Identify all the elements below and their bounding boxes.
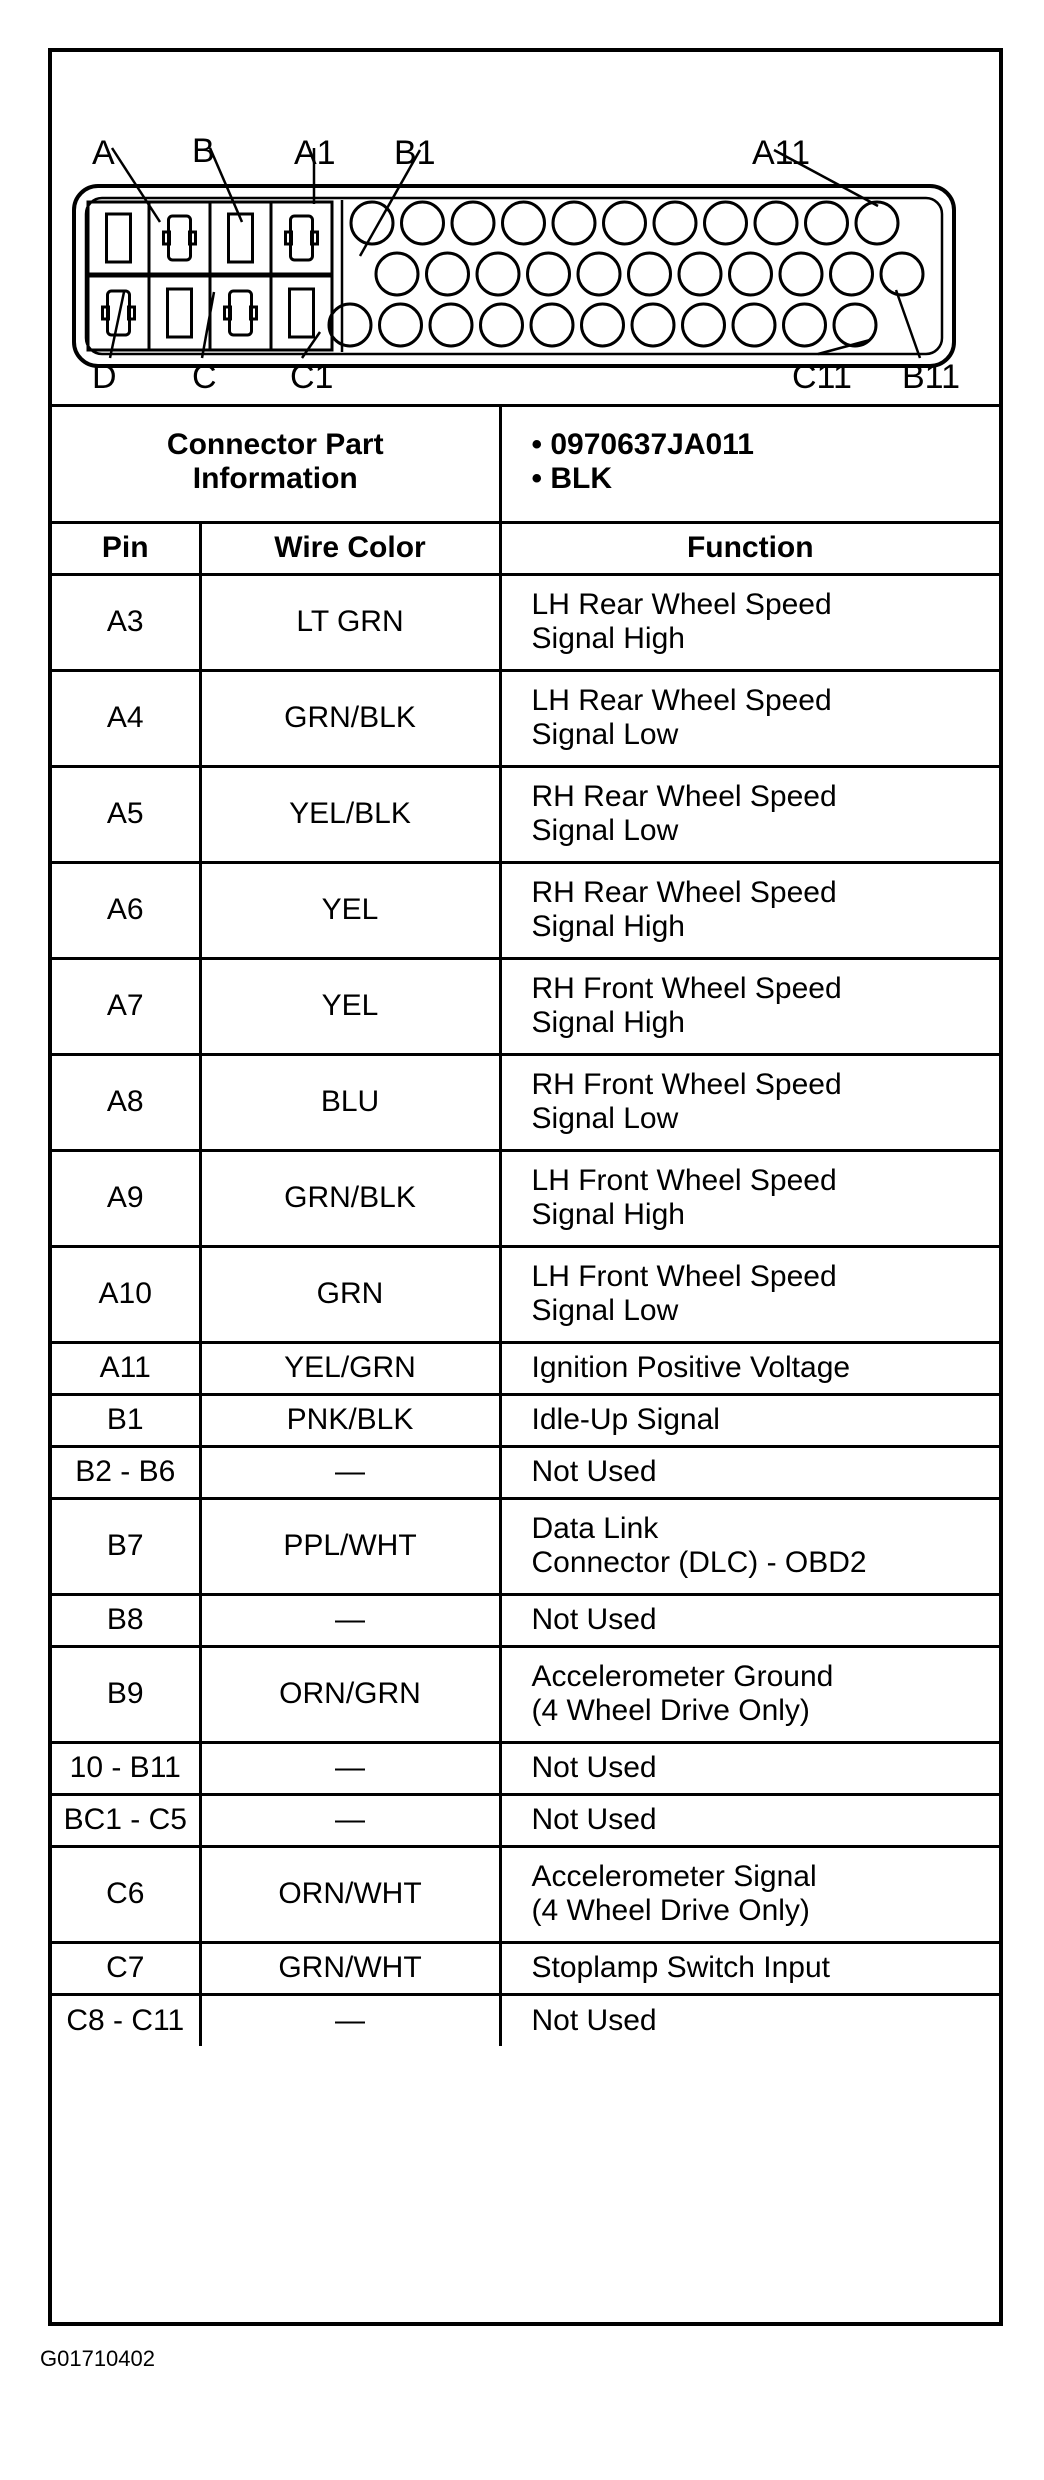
table-row	[52, 1794, 999, 1846]
table-row	[52, 1342, 999, 1394]
pin-cavity-b	[730, 253, 772, 295]
pin-cavity-c	[481, 304, 523, 346]
pin-cavity-b	[427, 253, 469, 295]
pin-cavity-b	[780, 253, 822, 295]
function-cell: RH Front Wheel Speed Signal High	[500, 958, 999, 1054]
pin-cell: A5	[52, 766, 200, 862]
terminal-slot	[290, 289, 314, 337]
function-cell: RH Front Wheel Speed Signal Low	[500, 1054, 999, 1150]
terminal-slot	[107, 214, 131, 262]
connector-figure	[48, 48, 1003, 2326]
wire-color-cell: GRN/WHT	[200, 1942, 500, 1994]
terminal-tab	[190, 232, 196, 244]
wire-color-cell: YEL	[200, 862, 500, 958]
pin-cell: C6	[52, 1846, 200, 1942]
pin-cavity-a	[503, 202, 545, 244]
pin-cavity-b	[376, 253, 418, 295]
label-b11: B11	[902, 358, 960, 396]
block-cell	[271, 276, 332, 350]
header-function: Function	[500, 522, 999, 574]
wire-color-cell: ORN/GRN	[200, 1646, 500, 1742]
connector-diagram-panel	[52, 52, 999, 407]
wire-color-cell: GRN	[200, 1246, 500, 1342]
wire-color-cell: —	[200, 1742, 500, 1794]
function-cell: Accelerometer Ground (4 Wheel Drive Only)	[500, 1646, 999, 1742]
function-cell: LH Rear Wheel Speed Signal Low	[500, 670, 999, 766]
table-row	[52, 574, 999, 670]
wire-color-cell: PNK/BLK	[200, 1394, 500, 1446]
table-row	[52, 1846, 999, 1942]
pin-cavity-b	[881, 253, 923, 295]
table-row	[52, 1646, 999, 1742]
pin-cavity-c	[784, 304, 826, 346]
pin-cavity-b	[477, 253, 519, 295]
wire-color-cell: LT GRN	[200, 574, 500, 670]
header-pin: Pin	[52, 522, 200, 574]
label-c11: C11	[792, 358, 852, 396]
pin-cell: 10 - B11	[52, 1742, 200, 1794]
pin-cavity-b	[629, 253, 671, 295]
wire-color-cell: ORN/WHT	[200, 1846, 500, 1942]
wire-color-cell: YEL/BLK	[200, 766, 500, 862]
connector-info-label	[52, 404, 500, 522]
pin-cavity-c	[683, 304, 725, 346]
connector-info-label-line1: Connector Part	[166, 428, 384, 462]
function-cell: LH Front Wheel Speed Signal Low	[500, 1246, 999, 1342]
pin-cell: B2 - B6	[52, 1446, 200, 1498]
table-row	[52, 958, 999, 1054]
pin-cell: A6	[52, 862, 200, 958]
terminal-slot	[168, 289, 192, 337]
table-row	[52, 1394, 999, 1446]
connector-color: • BLK	[531, 462, 613, 496]
leader-line	[202, 292, 214, 358]
figure-id: G01710402	[40, 2346, 155, 2371]
connector-info-values	[500, 404, 999, 522]
connector-diagram	[52, 52, 999, 404]
pin-out-table	[52, 404, 999, 2046]
pin-cell: C8 - C11	[52, 1994, 200, 2046]
pin-cell: B8	[52, 1594, 200, 1646]
pin-cavity-a	[452, 202, 494, 244]
terminal-tab	[164, 232, 170, 244]
terminal-tab	[286, 232, 292, 244]
table-header-row	[52, 522, 999, 574]
function-cell: Not Used	[500, 1794, 999, 1846]
pin-cell: C7	[52, 1942, 200, 1994]
pin-cavity-a	[856, 202, 898, 244]
function-cell: Not Used	[500, 1594, 999, 1646]
pin-cell: A7	[52, 958, 200, 1054]
connector-info-row	[52, 404, 999, 522]
function-cell: Stoplamp Switch Input	[500, 1942, 999, 1994]
wire-color-cell: —	[200, 1794, 500, 1846]
pin-cell: A3	[52, 574, 200, 670]
pin-cavity-a	[654, 202, 696, 244]
pin-cavities	[88, 202, 923, 350]
keyed-terminal	[291, 216, 313, 260]
label-a1: A1	[294, 134, 336, 172]
pin-cavity-c	[733, 304, 775, 346]
pin-cavity-a	[806, 202, 848, 244]
leader-line	[896, 290, 920, 358]
label-b: B	[192, 132, 215, 170]
pin-cavity-b	[528, 253, 570, 295]
pin-cell: A4	[52, 670, 200, 766]
table-row	[52, 862, 999, 958]
table-row	[52, 1994, 999, 2046]
pin-cavity-a	[755, 202, 797, 244]
label-a11: A11	[752, 134, 810, 172]
table-row	[52, 1942, 999, 1994]
connector-part-number: • 0970637JA011	[531, 428, 754, 462]
terminal-tab	[312, 232, 318, 244]
wire-color-cell: —	[200, 1446, 500, 1498]
function-cell: LH Front Wheel Speed Signal High	[500, 1150, 999, 1246]
pin-cavity-a	[705, 202, 747, 244]
pin-cavity-a	[553, 202, 595, 244]
label-d: D	[92, 358, 117, 396]
function-cell: Accelerometer Signal (4 Wheel Drive Only)	[500, 1846, 999, 1942]
function-cell: Ignition Positive Voltage	[500, 1342, 999, 1394]
keyed-terminal	[230, 291, 252, 335]
label-a: A	[92, 134, 115, 172]
function-cell: RH Rear Wheel Speed Signal High	[500, 862, 999, 958]
block-cell	[271, 202, 332, 274]
function-cell: Idle-Up Signal	[500, 1394, 999, 1446]
header-wire-color: Wire Color	[200, 522, 500, 574]
function-cell: Not Used	[500, 1994, 999, 2046]
keyed-terminal	[169, 216, 191, 260]
table-row	[52, 670, 999, 766]
pin-cavity-a	[402, 202, 444, 244]
table-row	[52, 1054, 999, 1150]
terminal-tab	[251, 307, 257, 319]
wire-color-cell: —	[200, 1594, 500, 1646]
terminal-tab	[225, 307, 231, 319]
pin-cavity-b	[831, 253, 873, 295]
table-row	[52, 1742, 999, 1794]
label-c: C	[192, 358, 217, 396]
pin-cell: A11	[52, 1342, 200, 1394]
wire-color-cell: —	[200, 1994, 500, 2046]
function-cell: Not Used	[500, 1446, 999, 1498]
table-row	[52, 1594, 999, 1646]
wire-color-cell: PPL/WHT	[200, 1498, 500, 1594]
function-cell: Data Link Connector (DLC) - OBD2	[500, 1498, 999, 1594]
pin-cavity-c	[380, 304, 422, 346]
pin-cell: A9	[52, 1150, 200, 1246]
wire-color-cell: GRN/BLK	[200, 670, 500, 766]
block-cell	[149, 202, 210, 274]
pin-cell: A8	[52, 1054, 200, 1150]
table-row	[52, 1498, 999, 1594]
function-cell: LH Rear Wheel Speed Signal High	[500, 574, 999, 670]
pin-cavity-c	[632, 304, 674, 346]
pin-cavity-b	[679, 253, 721, 295]
function-cell: RH Rear Wheel Speed Signal Low	[500, 766, 999, 862]
table-row	[52, 1150, 999, 1246]
pin-cell: A10	[52, 1246, 200, 1342]
terminal-tab	[129, 307, 135, 319]
wire-color-cell: YEL	[200, 958, 500, 1054]
pin-cavity-b	[578, 253, 620, 295]
table-row	[52, 1446, 999, 1498]
function-cell: Not Used	[500, 1742, 999, 1794]
wire-color-cell: GRN/BLK	[200, 1150, 500, 1246]
pin-cell: B7	[52, 1498, 200, 1594]
pin-cell: B1	[52, 1394, 200, 1446]
pin-cavity-c	[582, 304, 624, 346]
table-row	[52, 1246, 999, 1342]
table-row	[52, 766, 999, 862]
pin-cell: BC1 - C5	[52, 1794, 200, 1846]
wire-color-cell: YEL/GRN	[200, 1342, 500, 1394]
block-cell	[210, 276, 271, 350]
leader-line	[110, 292, 124, 358]
connector-info-label-line2: Information	[192, 462, 358, 496]
wire-color-cell: BLU	[200, 1054, 500, 1150]
block-cell	[149, 276, 210, 350]
label-c1: C1	[290, 358, 334, 396]
terminal-tab	[103, 307, 109, 319]
pin-cavity-c	[430, 304, 472, 346]
pin-cavity-c	[329, 304, 371, 346]
pin-cavity-c	[531, 304, 573, 346]
pin-cavity-a	[604, 202, 646, 244]
pin-cell: B9	[52, 1646, 200, 1742]
label-b1: B1	[394, 134, 436, 172]
